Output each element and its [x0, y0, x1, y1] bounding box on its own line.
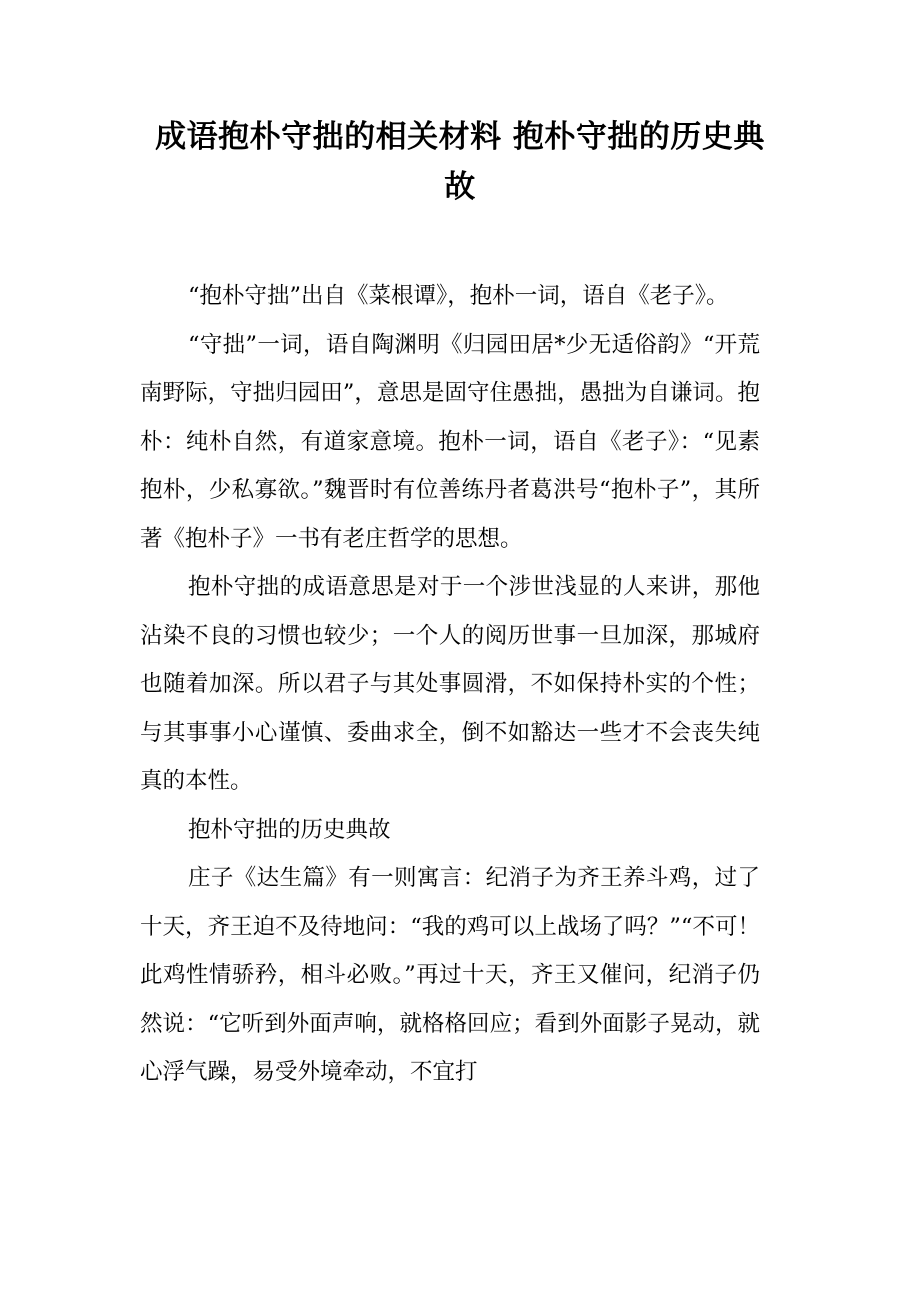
document-title: 成语抱朴守拙的相关材料 抱朴守拙的历史典故 [155, 119, 765, 205]
paragraph-origin: “抱朴守拙”出自《菜根谭》，抱朴一词，语自《老子》。 [188, 283, 729, 309]
paragraph-shouzhuo: “守拙”一词，语自陶渊明《归园田居*少无适俗韵》“开荒南野际，守拙归园田”，意思是固守住愚拙，愚拙为自谦词。抱朴：纯朴自然，有道家意境。抱朴一词，语自《老子》：“见素抱朴，少私寡欲。”魏晋时有位善练丹者葛洪号“抱朴子”，其所著《抱朴子》一书有老庄哲学的思想。 [140, 331, 760, 552]
document-body [140, 272, 760, 1097]
section-heading: 抱朴守拙的历史典故 [188, 816, 391, 843]
paragraph-meaning: 抱朴守拙的成语意思是对于一个涉世浅显的人来讲，那他沾染不良的习惯也较少；一个人的阅历世事一旦加深，那城府也随着加深。所以君子与其处事圆滑，不如保持朴实的个性；与其事事小心谨慎、委曲求全，倒不如豁达一些才不会丧失纯真的本性。 [140, 574, 760, 794]
paragraph-story: 庄子《达生篇》有一则寓言：纪消子为齐王养斗鸡，过了十天，齐王迫不及待地问：“我的鸡可以上战场了吗？”“不可！此鸡性情骄矜，相斗必败。”再过十天，齐王又催问，纪消子仍然说：“它听到外面声响，就格格回应；看到外面影子晃动，就心浮气躁，易受外境牵动，不宜打 [140, 865, 760, 1085]
